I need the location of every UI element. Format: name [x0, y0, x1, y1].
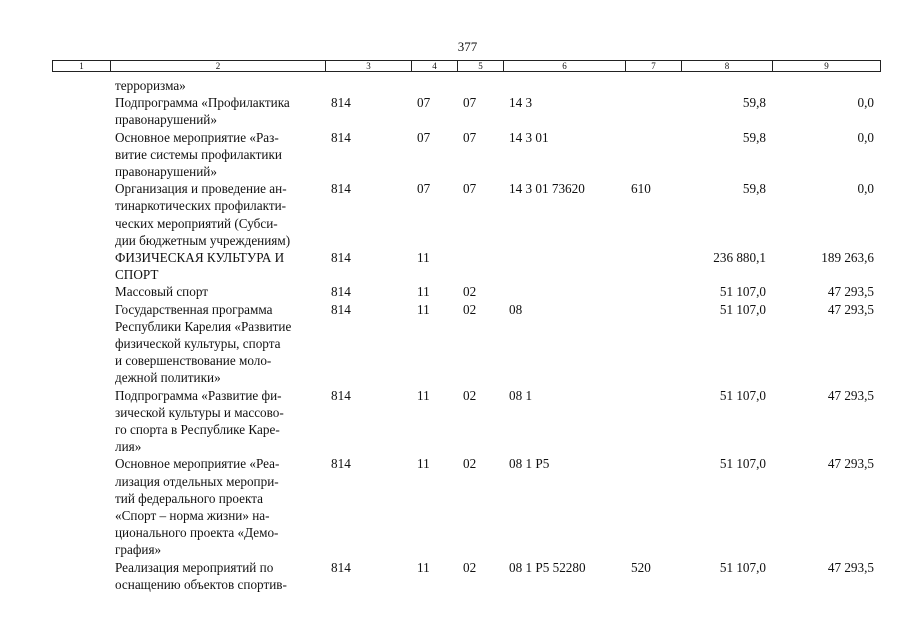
row-name-line: Основное мероприятие «Раз- [115, 129, 279, 145]
row-amount-2022-cell: 0,0 [857, 129, 874, 145]
row-col-1 [52, 455, 110, 558]
column-header-3: 3 [326, 61, 412, 72]
column-header-5: 5 [458, 61, 504, 72]
row-amount-2022-cell: 47 293,5 [827, 284, 874, 300]
row-amount-2022-cell: 47 293,5 [827, 559, 874, 575]
row-col-1 [52, 387, 110, 456]
row-expense-type-cell [625, 455, 681, 558]
row-name-line: зической культуры и массово- [115, 404, 284, 420]
row-name-line: физической культуры, спорта [115, 336, 281, 352]
row-name-cell [110, 180, 325, 249]
row-expense-type-cell [625, 94, 681, 128]
row-col-1 [52, 283, 110, 300]
row-name-line: лизация отдельных меропри- [115, 473, 279, 489]
table-row [52, 94, 880, 128]
row-subsection-cell: 02 [463, 284, 477, 300]
budget-table [52, 77, 880, 593]
row-expense-type-cell: 610 [631, 181, 651, 197]
table-row [52, 180, 880, 249]
row-name-cell [110, 301, 325, 387]
row-col-1 [52, 559, 110, 593]
row-col-1 [52, 129, 110, 181]
column-header-row [53, 61, 881, 72]
row-section-cell [411, 77, 457, 94]
row-code-cell: 814 [331, 250, 351, 266]
row-amount-2021-cell: 59,8 [742, 129, 766, 145]
row-subsection-cell: 02 [463, 456, 477, 472]
row-code-cell: 814 [331, 301, 351, 317]
page-number: 377 [457, 39, 478, 54]
row-col-1 [52, 249, 110, 283]
row-subsection-cell: 07 [463, 181, 477, 197]
column-header-6: 6 [504, 61, 626, 72]
row-amount-2021-cell: 51 107,0 [719, 284, 766, 300]
row-subsection-cell [457, 249, 503, 283]
row-name-cell [110, 129, 325, 181]
row-subsection-cell: 07 [463, 95, 477, 111]
row-target-article-cell: 14 3 01 73620 [509, 181, 585, 197]
row-name-line: правонарушений» [115, 164, 217, 180]
row-section-cell: 07 [417, 129, 431, 145]
row-name-cell [110, 94, 325, 128]
column-header-2: 2 [111, 61, 326, 72]
row-expense-type-cell [625, 387, 681, 456]
row-name-line: витие системы профилактики [115, 146, 282, 162]
column-header-9: 9 [773, 61, 881, 72]
row-section-cell: 11 [417, 456, 430, 472]
row-name-line: правонарушений» [115, 112, 217, 128]
table-row [52, 559, 880, 593]
row-section-cell: 11 [417, 250, 430, 266]
row-name-line: Основное мероприятие «Реа- [115, 456, 280, 472]
row-amount-2021-cell: 59,8 [742, 181, 766, 197]
row-amount-2021-cell: 59,8 [742, 95, 766, 111]
row-col-1 [52, 77, 110, 94]
row-col-1 [52, 180, 110, 249]
row-target-article-cell: 08 [509, 301, 523, 317]
column-header-1: 1 [53, 61, 111, 72]
row-section-cell: 07 [417, 95, 431, 111]
row-amount-2022-cell: 47 293,5 [827, 387, 874, 403]
table-row [52, 387, 880, 456]
row-amount-2022-cell: 47 293,5 [827, 456, 874, 472]
row-name-line: Подпрограмма «Профилактика [115, 95, 290, 111]
row-name-line: Государственная программа [115, 301, 273, 317]
table-row [52, 249, 880, 283]
row-amount-2021-cell: 51 107,0 [719, 456, 766, 472]
row-amount-2022-cell: 47 293,5 [827, 301, 874, 317]
row-amount-2022-cell: 0,0 [857, 95, 874, 111]
row-name-line: оснащению объектов спортив- [115, 576, 287, 592]
row-name-cell [110, 77, 325, 94]
column-header-8: 8 [682, 61, 773, 72]
row-name-line: Республики Карелия «Развитие [115, 318, 292, 334]
row-section-cell: 07 [417, 181, 431, 197]
row-name-line: терроризма» [115, 78, 186, 93]
row-amount-2021-cell: 51 107,0 [719, 301, 766, 317]
row-name-line: Реализация мероприятий по [115, 559, 274, 575]
row-target-article-cell: 08 1 P5 52280 [509, 559, 586, 575]
row-target-article-cell: 14 3 01 [509, 129, 549, 145]
row-amount-2021-cell: 236 880,1 [713, 250, 766, 266]
row-name-line: ционального проекта «Демо- [115, 525, 279, 541]
row-section-cell: 11 [417, 387, 430, 403]
row-expense-type-cell [625, 129, 681, 181]
row-amount-2021-cell: 51 107,0 [719, 387, 766, 403]
row-name-cell [110, 387, 325, 456]
row-name-cell [110, 455, 325, 558]
row-name-cell [110, 559, 325, 593]
row-name-line: дежной политики» [115, 370, 221, 386]
row-amount-2021-cell: 51 107,0 [719, 559, 766, 575]
row-section-cell: 11 [417, 301, 430, 317]
row-amount-2021-cell [681, 77, 772, 94]
row-subsection-cell: 07 [463, 129, 477, 145]
row-name-cell [110, 249, 325, 283]
row-name-line: Подпрограмма «Развитие фи- [115, 387, 282, 403]
row-name-line: го спорта в Республике Каре- [115, 422, 280, 438]
row-code-cell: 814 [331, 387, 351, 403]
row-target-article-cell [503, 77, 625, 94]
row-expense-type-cell [625, 283, 681, 300]
row-subsection-cell: 02 [463, 301, 477, 317]
row-col-1 [52, 94, 110, 128]
row-name-line: дии бюджетным учреждениям) [115, 232, 291, 248]
column-header-table [52, 60, 881, 72]
row-expense-type-cell: 520 [631, 559, 651, 575]
row-section-cell: 11 [417, 559, 430, 575]
row-section-cell: 11 [417, 284, 430, 300]
row-name-line: лия» [115, 439, 142, 455]
row-name-line: графия» [115, 542, 162, 558]
row-code-cell [325, 77, 411, 94]
table-row [52, 129, 880, 181]
row-code-cell: 814 [331, 284, 351, 300]
row-code-cell: 814 [331, 181, 351, 197]
row-amount-2022-cell [772, 77, 880, 94]
row-name-line: ФИЗИЧЕСКАЯ КУЛЬТУРА И [115, 250, 285, 266]
row-expense-type-cell [625, 77, 681, 94]
row-code-cell: 814 [331, 95, 351, 111]
row-target-article-cell [503, 249, 625, 283]
row-col-1 [52, 301, 110, 387]
row-subsection-cell [457, 77, 503, 94]
row-code-cell: 814 [331, 129, 351, 145]
row-amount-2022-cell: 0,0 [857, 181, 874, 197]
row-name-line: СПОРТ [115, 267, 159, 283]
row-name-line: тий федерального проекта [115, 490, 264, 506]
column-header-7: 7 [626, 61, 682, 72]
table-row [52, 283, 880, 300]
row-name-line: «Спорт – норма жизни» на- [115, 508, 270, 524]
column-header-4: 4 [412, 61, 458, 72]
row-name-line: Массовый спорт [115, 284, 209, 300]
row-name-line: и совершенствование моло- [115, 353, 272, 369]
row-target-article-cell: 08 1 P5 [509, 456, 550, 472]
table-row [52, 77, 880, 94]
table-row [52, 455, 880, 558]
row-target-article-cell: 14 3 [509, 95, 533, 111]
row-expense-type-cell [625, 249, 681, 283]
row-name-line: Организация и проведение ан- [115, 181, 287, 197]
row-target-article-cell [503, 283, 625, 300]
row-amount-2022-cell: 189 263,6 [821, 250, 874, 266]
row-subsection-cell: 02 [463, 559, 477, 575]
row-name-line: ческих мероприятий (Субси- [115, 215, 278, 231]
row-name-line: тинаркотических профилакти- [115, 198, 287, 214]
row-target-article-cell: 08 1 [509, 387, 533, 403]
row-subsection-cell: 02 [463, 387, 477, 403]
row-expense-type-cell [625, 301, 681, 387]
row-name-cell [110, 283, 325, 300]
row-code-cell: 814 [331, 456, 351, 472]
table-row [52, 301, 880, 387]
row-code-cell: 814 [331, 559, 351, 575]
